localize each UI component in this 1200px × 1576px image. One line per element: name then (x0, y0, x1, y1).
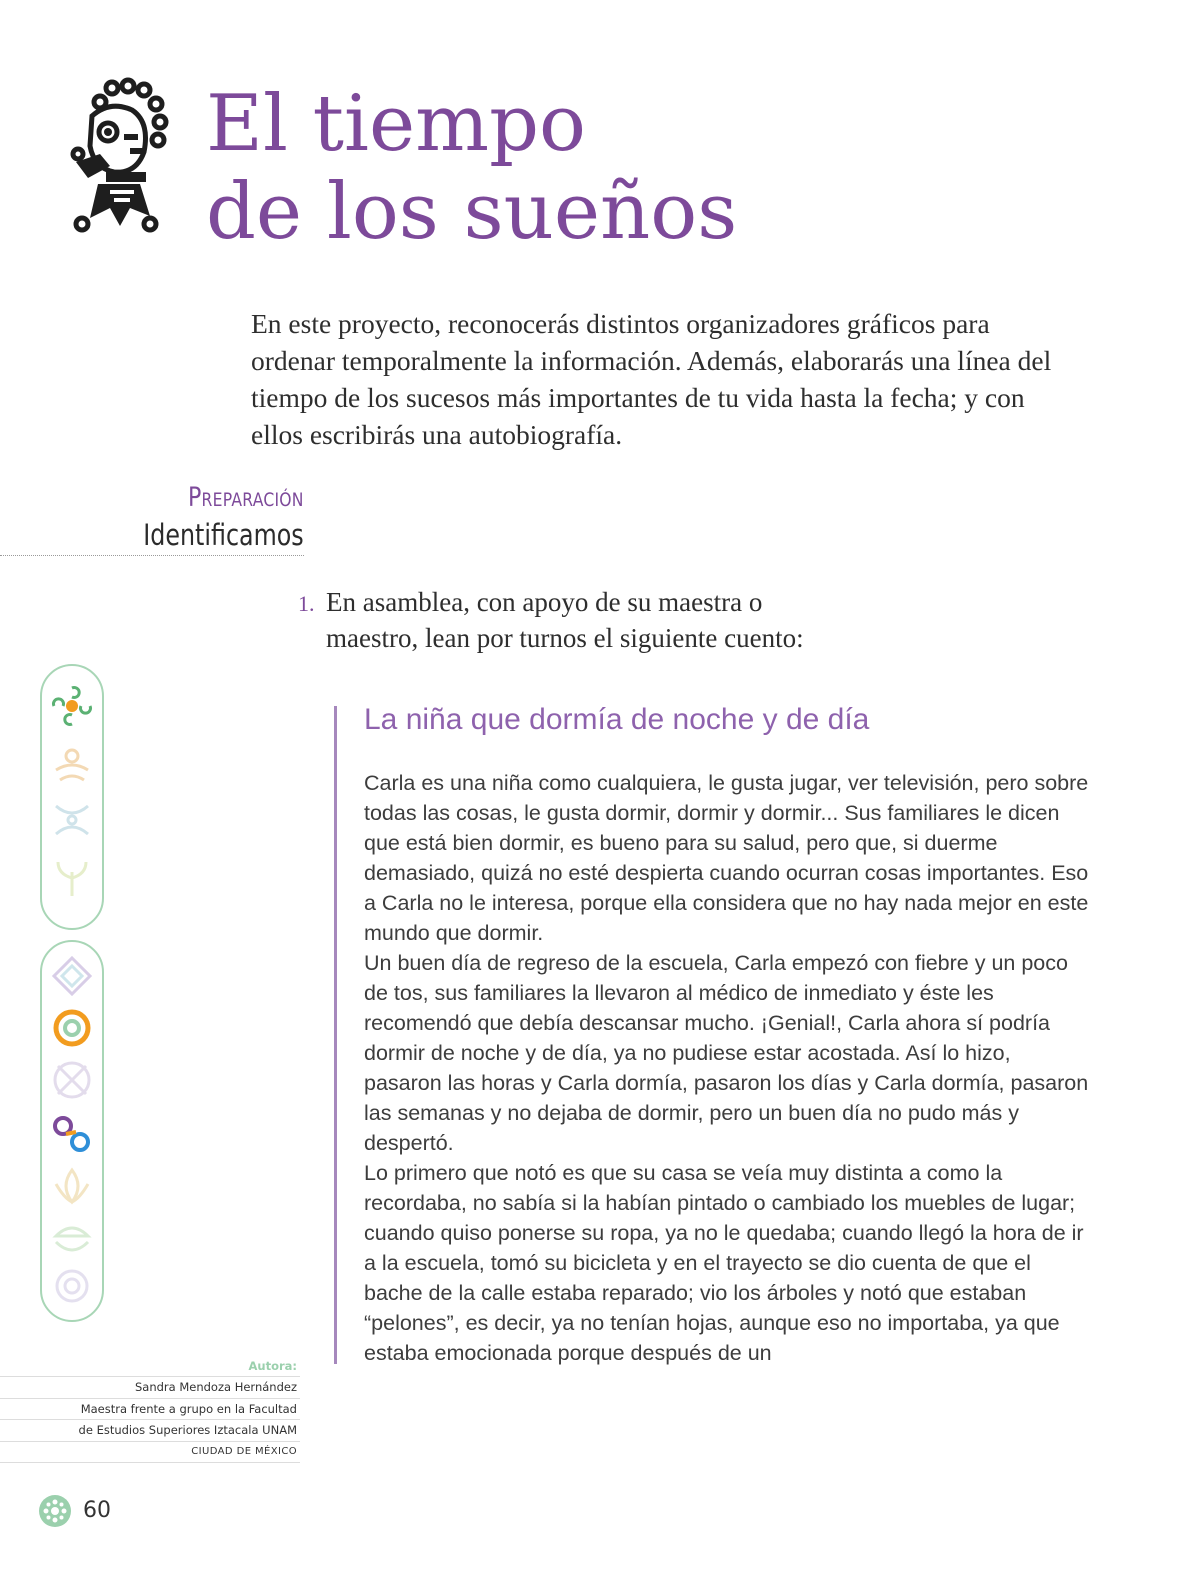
author-credits (0, 1356, 300, 1463)
cycle-icon-faded (50, 1264, 94, 1308)
arts-icon-faded (50, 742, 94, 786)
author-location: CIUDAD DE MÉXICO (0, 1442, 300, 1464)
story-side-rule (334, 706, 337, 1364)
story-body (364, 768, 1094, 1368)
author-name: Sandra Mendoza Hernández (0, 1376, 300, 1399)
instruction-item (298, 584, 818, 656)
credits-heading: Autora: (248, 1359, 297, 1373)
spiral-icon-active (50, 1006, 94, 1050)
lotus-icon-faded (50, 1164, 94, 1208)
chapter-title-line-1: El tiempo (206, 79, 586, 169)
story-title: La niña que dormía de noche y de día (364, 703, 870, 736)
author-role-line-2: de Estudios Superiores Iztacala UNAM (0, 1420, 300, 1442)
section-label: Preparación (188, 482, 304, 513)
section-heading (108, 480, 304, 554)
section-subtitle: Identificamos (143, 518, 304, 552)
instruction-text: En asamblea, con apoyo de su maestra o maestro, lean por turnos el siguiente cuento: (326, 587, 804, 653)
nature-icon-faded (50, 856, 94, 900)
aztec-glyph-icon (70, 76, 170, 236)
section-divider (0, 555, 304, 556)
bowl-icon-faded (50, 1216, 94, 1260)
scenario-icon-faded (50, 954, 94, 998)
classroom-icon-faded (50, 1058, 94, 1102)
chapter-title (206, 80, 737, 256)
community-icon-active (50, 684, 94, 728)
connection-icon-active (50, 1112, 94, 1156)
humanity-icon-faded (50, 798, 94, 842)
story-paragraph: Un buen día de regreso de la escuela, Carla empezó con fiebre y un poco de tos, sus familiares la llevaron al médico de inmediato y éste les recomendó que debía descansar mucho. ¡Genial!, Carla ahora sí podría dormir de noche y de día, ya no pudiese estar acostada. Así lo hizo, pasaron las horas y Carla dormía, pasaron los días y Carla dormía, pasaron las semanas y no dejaba de dormir, pero un buen día no pudo más y despertó. (364, 951, 1089, 1155)
story-paragraph: Carla es una niña como cualquiera, le gusta jugar, ver televisión, pero sobre todas las cosas, le gusta dormir, dormir y dormir... Sus familiares le dicen que está bien dormir, es bueno para su salud, pero que, si duerme demasiado, quizá no esté despierta cuando ocurran cosas importantes. Eso a Carla no le interesa, porque ella considera que no hay nada mejor en este mundo que dormir. (364, 771, 1089, 945)
chapter-title-line-2: de los sueños (206, 167, 738, 257)
flower-badge-icon (38, 1494, 72, 1528)
story-paragraph: Lo primero que notó es que su casa se veía muy distinta a como la recordaba, no sabía si la habían pintado o cambiado los muebles de lugar; cuando quiso ponerse su ropa, ya no le quedaba; cuando llegó la hora de ir a la escuela, tomó su bicicleta y en el trayecto se dio cuenta de que el bache de la calle estaba reparado; vio los árboles y notó que estaban “pelones”, es decir, ya no tenían hojas, aunque eso no importaba, ya que estaba emocionada porque después de un (364, 1161, 1084, 1365)
instruction-number: 1. (298, 591, 315, 616)
author-role-line-1: Maestra frente a grupo en la Facultad (0, 1399, 300, 1421)
intro-paragraph: En este proyecto, reconocerás distintos organizadores gráficos para ordenar temporalmente la información. Además, elaborarás una línea del tiempo de los sucesos más importantes de tu vida hasta la fecha; y con ellos escribirás una autobiografía. (251, 308, 1052, 450)
page-number: 60 (83, 1498, 111, 1523)
